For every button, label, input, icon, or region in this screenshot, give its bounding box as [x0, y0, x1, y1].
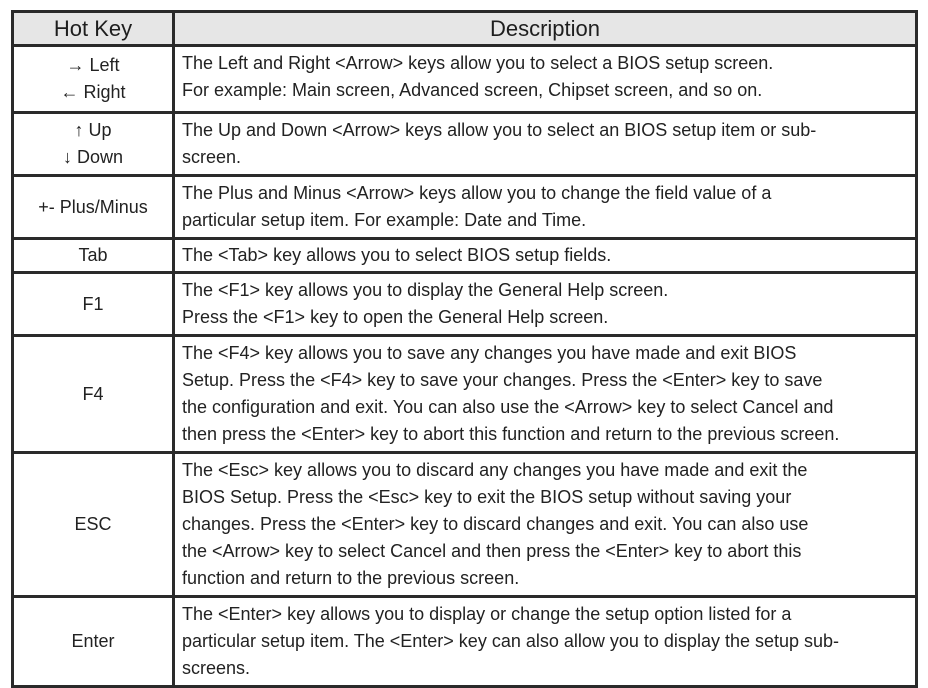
description-line: Press the <F1> key to open the General Help screen. — [182, 307, 609, 327]
description-line: BIOS Setup. Press the <Esc> key to exit the BIOS setup without saving your — [182, 487, 792, 507]
description-line: function and return to the previous screen. — [182, 568, 520, 588]
description-cell — [174, 113, 917, 176]
hotkey-right: ← Right — [60, 82, 126, 102]
hotkey-f1: F1 — [82, 293, 104, 314]
hotkey-table — [11, 10, 918, 688]
description-line: The Plus and Minus <Arrow> keys allow you to change the field value of a — [182, 183, 772, 203]
description-line: changes. Press the <Enter> key to discard changes and exit. You can also use — [182, 514, 809, 534]
table-row — [13, 597, 917, 687]
description-cell — [174, 46, 917, 113]
description-line: The <Enter> key allows you to display or change the setup option listed for a — [182, 604, 792, 624]
table-row — [13, 336, 917, 453]
description-cell — [174, 176, 917, 239]
description-line: The <F1> key allows you to display the General Help screen. — [182, 280, 669, 300]
hotkey-f4: F4 — [82, 383, 104, 404]
description-line: The Left and Right <Arrow> keys allow you to select a BIOS setup screen. — [182, 53, 774, 73]
description-line: The <Tab> key allows you to select BIOS setup fields. — [182, 245, 612, 265]
description-cell — [174, 336, 917, 453]
description-line: The Up and Down <Arrow> keys allow you to select an BIOS setup item or sub- — [182, 120, 817, 140]
description-line: particular setup item. For example: Date and Time. — [182, 210, 587, 230]
description-cell — [174, 273, 917, 336]
description-line: The <F4> key allows you to save any changes you have made and exit BIOS — [182, 343, 797, 363]
table-row — [13, 453, 917, 597]
hotkey-cell — [13, 273, 174, 336]
description-cell — [174, 453, 917, 597]
table-row — [13, 239, 917, 273]
table-row — [13, 273, 917, 336]
hotkey-cell — [13, 453, 174, 597]
hotkey-plus-minus: +- Plus/Minus — [38, 196, 148, 217]
table-row — [13, 46, 917, 113]
table-row — [13, 113, 917, 176]
table-row — [13, 176, 917, 239]
hotkey-down: ↓ Down — [62, 147, 124, 167]
description-cell — [174, 597, 917, 687]
hotkey-tab: Tab — [78, 245, 108, 265]
description-line: screen. — [182, 147, 242, 167]
description-cell — [174, 239, 917, 273]
hotkey-cell — [13, 113, 174, 176]
description-line: the configuration and exit. You can also use the <Arrow> key to select Cancel and — [182, 397, 834, 417]
hotkey-esc: ESC — [74, 514, 112, 534]
description-line: Setup. Press the <F4> key to save your changes. Press the <Enter> key to save — [182, 370, 823, 390]
hotkey-cell — [13, 46, 174, 113]
hotkey-cell — [13, 597, 174, 687]
header-description: Description — [174, 12, 917, 46]
description-line: screens. — [182, 658, 251, 678]
description-line: particular setup item. The <Enter> key can also allow you to display the setup sub- — [182, 631, 840, 651]
header-hotkey: Hot Key — [13, 12, 174, 46]
hotkey-left: → Left — [66, 55, 120, 75]
hotkey-cell — [13, 239, 174, 273]
hotkey-cell — [13, 336, 174, 453]
description-line: The <Esc> key allows you to discard any changes you have made and exit the — [182, 460, 808, 480]
description-line: the <Arrow> key to select Cancel and then press the <Enter> key to abort this — [182, 541, 802, 561]
hotkey-up: ↑ Up — [74, 120, 112, 140]
table-header-row — [13, 12, 917, 46]
hotkey-enter: Enter — [71, 631, 115, 651]
description-line: then press the <Enter> key to abort this function and return to the previous screen. — [182, 424, 840, 444]
hotkey-cell — [13, 176, 174, 239]
description-line: For example: Main screen, Advanced screen, Chipset screen, and so on. — [182, 80, 763, 100]
